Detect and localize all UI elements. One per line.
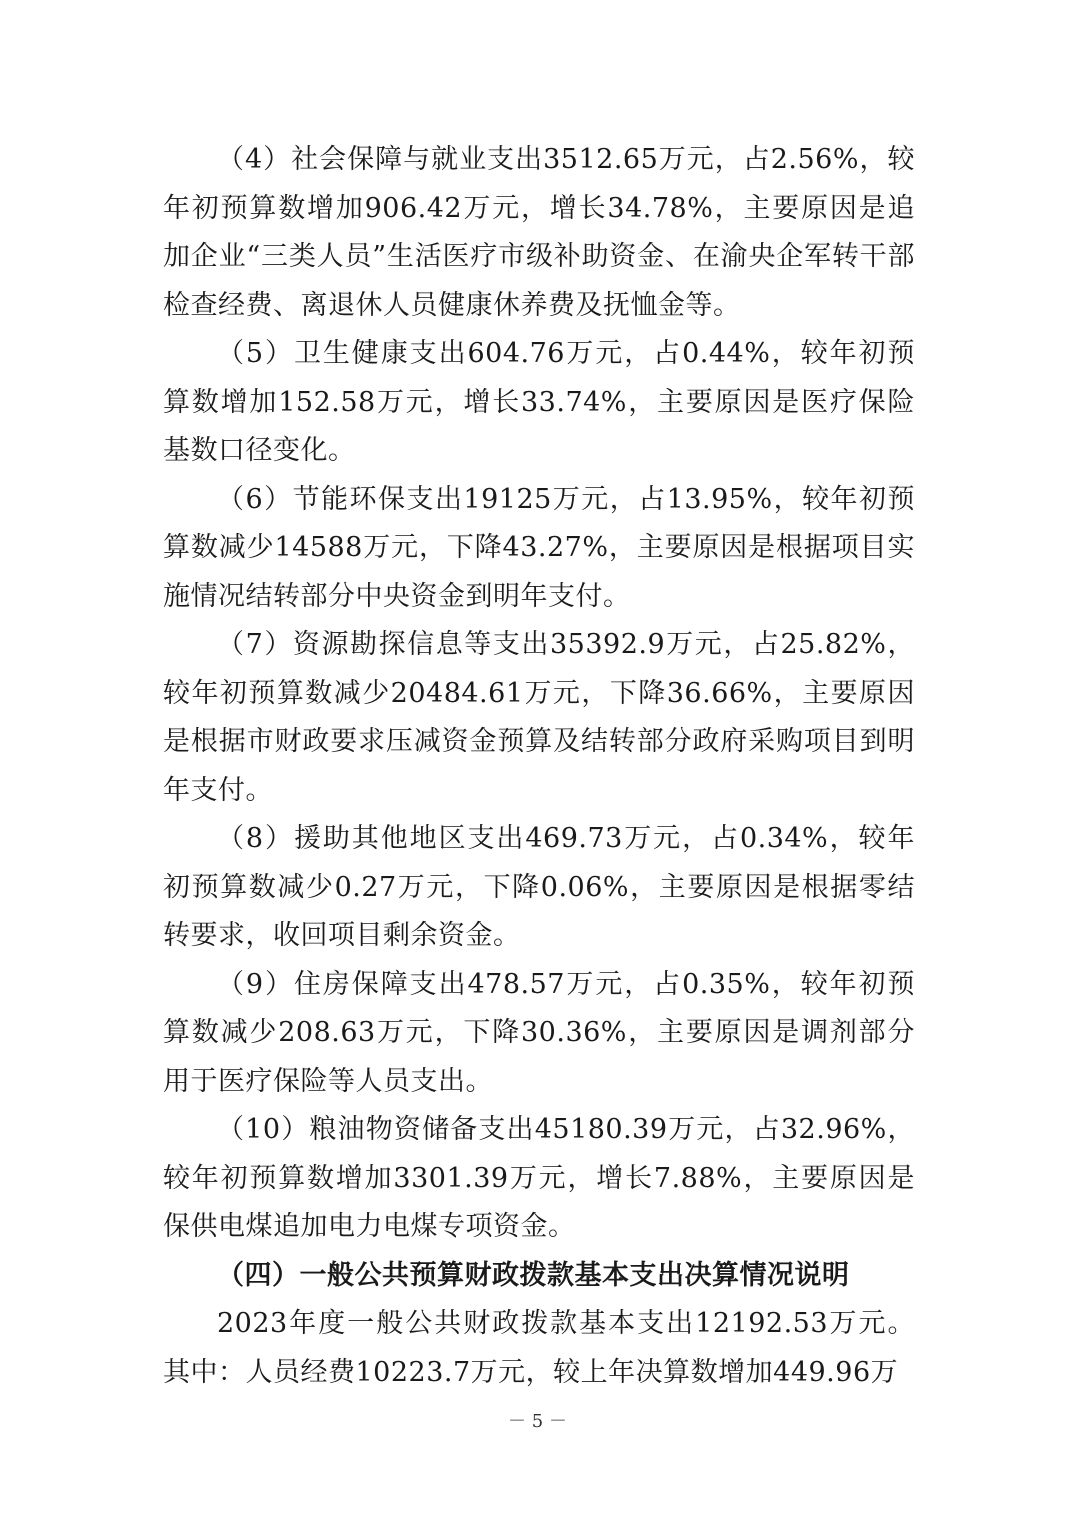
paragraph-housing: （9）住房保障支出478.57万元，占0.35%，较年初预算数减少208.63万元，下降30.36%，主要原因是调剂部分用于医疗保险等人员支出。 <box>163 968 915 1097</box>
paragraph-basic-expenditure: 2023年度一般公共财政拨款基本支出12192.53万元。其中：人员经费10223.7万元，较上年决算数增加449.96万 <box>163 1308 915 1388</box>
section-heading: （四）一般公共预算财政拨款基本支出决算情况说明 <box>217 1259 850 1291</box>
paragraph-health: （5）卫生健康支出604.76万元，占0.44%，较年初预算数增加152.58万元，增长33.74%，主要原因是医疗保险基数口径变化。 <box>163 338 915 466</box>
paragraph-resource-exploration: （7）资源勘探信息等支出35392.9万元，占25.82%，较年初预算数减少20484.61万元，下降36.66%，主要原因是根据市财政要求压减资金预算及结转部分政府采购项目到明年支付。 <box>163 629 915 806</box>
paragraph-energy-environment: （6）节能环保支出19125万元，占13.95%，较年初预算数减少14588万元，下降43.27%，主要原因是根据项目实施情况结转部分中央资金到明年支付。 <box>163 483 915 612</box>
paragraph-grain-oil-reserve: （10）粮油物资储备支出45180.39万元，占32.96%，较年初预算数增加3301.39万元，增长7.88%，主要原因是保供电煤追加电力电煤专项资金。 <box>163 1114 915 1242</box>
page-number: － 5 － <box>508 1411 567 1432</box>
paragraph-social-security: （4）社会保障与就业支出3512.65万元，占2.56%，较年初预算数增加906.42万元，增长34.78%，主要原因是追加企业“三类人员”生活医疗市级补助资金、在渝央企军转干部检查经费、离退休人员健康休养费及抚恤金等。 <box>163 144 915 321</box>
document-body <box>163 136 915 1397</box>
paragraph-aid-other-regions: （8）援助其他地区支出469.73万元，占0.34%，较年初预算数减少0.27万元，下降0.06%，主要原因是根据零结转要求，收回项目剩余资金。 <box>163 823 915 951</box>
